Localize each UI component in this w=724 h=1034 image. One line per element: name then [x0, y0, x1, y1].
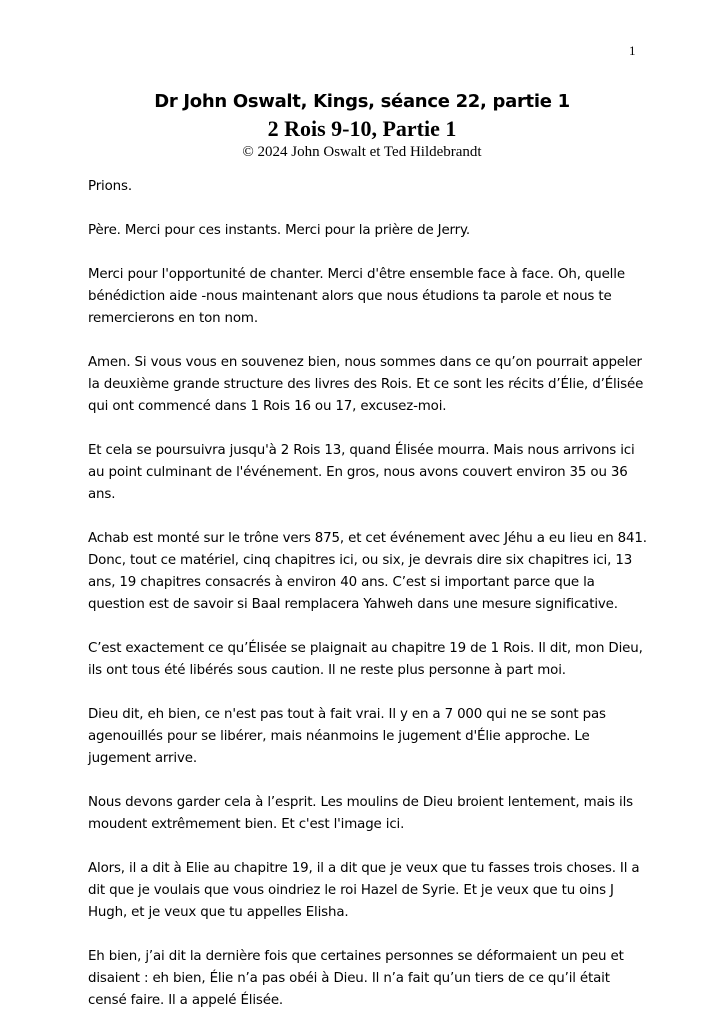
- paragraph: Amen. Si vous vous en souvenez bien, nous sommes dans ce qu’on pourrait appeler la deuxième grande structure des livres des Rois. Et ce sont les récits d’Élie, d’Élisée qui ont commencé dans 1 Rois 16 ou 17, excusez-moi.: [88, 355, 644, 414]
- paragraph: Prions.: [88, 179, 132, 194]
- document-header: [0, 90, 724, 161]
- paragraph: Merci pour l'opportunité de chanter. Merci d'être ensemble face à face. Oh, quelle bénédiction aide -nous maintenant alors que nous étudions ta parole et nous te remercierons en ton nom.: [88, 267, 625, 326]
- document-body: [88, 176, 648, 1034]
- paragraph: Alors, il a dit à Elie au chapitre 19, il a dit que je veux que tu fasses trois choses. Il a dit que je voulais que vous oindriez le roi Hazel de Syrie. Et je veux que tu oins J Hugh, et je veux que tu appelles Elisha.: [88, 861, 640, 920]
- paragraph: Père. Merci pour ces instants. Merci pour la prière de Jerry.: [88, 223, 470, 238]
- paragraph: Nous devons garder cela à l’esprit. Les moulins de Dieu broient lentement, mais ils moudent extrêmement bien. Et c'est l'image ici.: [88, 795, 633, 832]
- paragraph: Eh bien, j’ai dit la dernière fois que certaines personnes se déformaient un peu et disaient : eh bien, Élie n’a pas obéi à Dieu. Il n’a fait qu’un tiers de ce qu’il était censé faire. Il a appelé Élisée.: [88, 949, 624, 1008]
- paragraph: C’est exactement ce qu’Élisée se plaignait au chapitre 19 de 1 Rois. Il dit, mon Dieu, ils ont tous été libérés sous caution. Il ne reste plus personne à part moi.: [88, 641, 643, 678]
- document-subtitle: 2 Rois 9-10, Partie 1: [267, 116, 457, 141]
- paragraph: Achab est monté sur le trône vers 875, et cet événement avec Jéhu a eu lieu en 841. Donc, tout ce matériel, cinq chapitres ici, ou six, je devrais dire six chapitres ici, 13 ans, 19 chapitres consacrés à environ 40 ans. C’est si important parce que la question est de savoir si Baal remplacera Yahweh dans une mesure significative.: [88, 531, 647, 612]
- copyright-line: © 2024 John Oswalt et Ted Hildebrandt: [242, 144, 482, 160]
- paragraph: Dieu dit, eh bien, ce n'est pas tout à fait vrai. Il y en a 7 000 qui ne se sont pas agenouillés pour se libérer, mais néanmoins le jugement d'Élie approche. Le jugement arrive.: [88, 707, 606, 766]
- paragraph: Et cela se poursuivra jusqu'à 2 Rois 13, quand Élisée mourra. Mais nous arrivons ici au point culminant de l'événement. En gros, nous avons couvert environ 35 ou 36 ans.: [88, 443, 635, 502]
- page-number: 1: [629, 43, 636, 58]
- document-title: Dr John Oswalt, Kings, séance 22, partie 1: [154, 91, 570, 112]
